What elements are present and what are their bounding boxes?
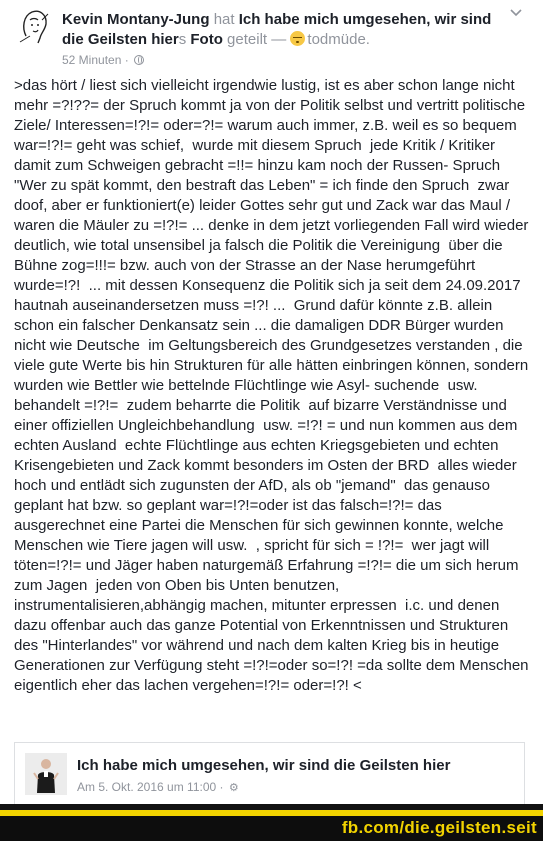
verb-shared: geteilt <box>227 31 268 48</box>
shared-post-meta <box>77 779 239 796</box>
shared-page-title[interactable]: Ich habe mich umgesehen, wir sind die Geilsten hier <box>77 757 451 774</box>
feeling-separator: — <box>271 31 287 48</box>
author-avatar[interactable] <box>14 6 54 46</box>
author-name-link[interactable]: Kevin Montany-Jung <box>62 11 210 28</box>
sleepy-emoji-icon <box>290 31 305 46</box>
shared-photo-preview[interactable] <box>0 804 543 841</box>
verb-has: hat <box>213 11 235 28</box>
feeling-text: todmüde. <box>307 31 370 48</box>
shared-page-avatar[interactable] <box>25 753 67 795</box>
post-body-text: >das hört / liest sich vielleicht irgendwie lustig, ist es aber schon lange nicht mehr =?!??= der Spruch kommt ja von der Politik selbst und vertritt politische Ziele/ Interessen=!?!= oder=?!= warum auch immer, z.B. weil es so bequem war=!?!= geht was schief, wurde mit diesem Spruch jede Kritik / Kritiker damit zum Schweigen gebracht =!!= hinzu kam noch der Russen- Spruch "Wer zu spät kommt, den bestraft das Leben" = ich finde den Spruch zwar doof, aber er funktioniert(e) leider Gottes sehr gut und Zack war das Maul / waren die Mäuler zu =!?!= ... denke in dem jetzt vorliegenden Fall wird wieder deutlich, wie total unsensibel ja falsch die Politik die Vereinigung über die Bühne zog=!!!= bzw. auch von der Strasse an der Nase herumgeführt wurde=!?! ... mit dessen Konsequenz die Politik sich ja seit dem 24.09.2017 hautnah auseinandersetzen muss =!?! ... Grund dafür könnte z.B. allein schon ein falscher Denkansatz sein ... die damaligen DDR Bürger wurden nicht wie Deutsche im Geltungsbereich des Grundgesetzes verstanden , die viele gute Werte bis hin Strukturen für alle hätten einbringen können, sondern wurden wie Bettler wie bettelnde Flüchtlinge wie Asyl- suchende usw. behandelt =!?!= zudem beharrte die Politik auf bizarre Verständnisse und einer offiziellen Ungleichbehandlung usw. =!?! = und nun kommen aus dem echten Ausland echte Flüchtlinge aus echten Kriegsgebieten und echten Krisengebieten und Zack kommt besonders im Osten der BRD alles wieder hoch und entlädt sich zugunsten der AfD, als ob "jemand" das genauso geplant hat bzw. so geplant war=!?!=oder ist das falsch=!?!= das ausgerechnet eine Partei die Menschen für sich gewinnen konnte, welche Menschen wie Tiere jagen will usw. , spricht für sich = !?!= wer jagt will töten=!?!= und Jäger haben naturgemäß Erfahrung =!?!= die um sich herum zum Jagen jeden von Oben bis Unten benutzen, instrumentalisieren,abhängig machen, mitunter erpressen i.c. und denen dazu offenbar auch das ganze Potential von Erkenntnissen und Strukturen des "Hinterlandes" vor während und nach dem kalten Krieg bis in heutige Generationen zur Verfügung steht =!?!=oder so=!?! =da sollte dem Menschen eigentlich eher das lachen vergehen=!?!= oder=!?! < <box>14 77 533 694</box>
post-header <box>0 0 543 70</box>
post-meta <box>62 52 144 68</box>
globe-icon[interactable] <box>134 55 144 65</box>
post-headline <box>62 10 502 50</box>
shared-page-link[interactable]: Ich habe mich umgesehen, wir sind die Geilsten hier <box>62 11 492 48</box>
shared-post-card[interactable] <box>14 742 525 804</box>
post-timestamp[interactable]: 52 Minuten <box>62 53 122 67</box>
shared-post-date[interactable]: Am 5. Okt. 2016 um 11:00 <box>77 780 217 794</box>
possessive-suffix: s <box>178 31 187 48</box>
gear-icon[interactable]: ⚙ <box>228 782 239 794</box>
timestamp-separator: · <box>124 53 129 67</box>
shared-date-separator: · <box>219 780 224 794</box>
photo-caption-text: fb.com/die.geilsten.seit <box>341 818 537 837</box>
chevron-down-icon[interactable] <box>509 6 523 20</box>
photo-link[interactable]: Foto <box>190 31 223 48</box>
